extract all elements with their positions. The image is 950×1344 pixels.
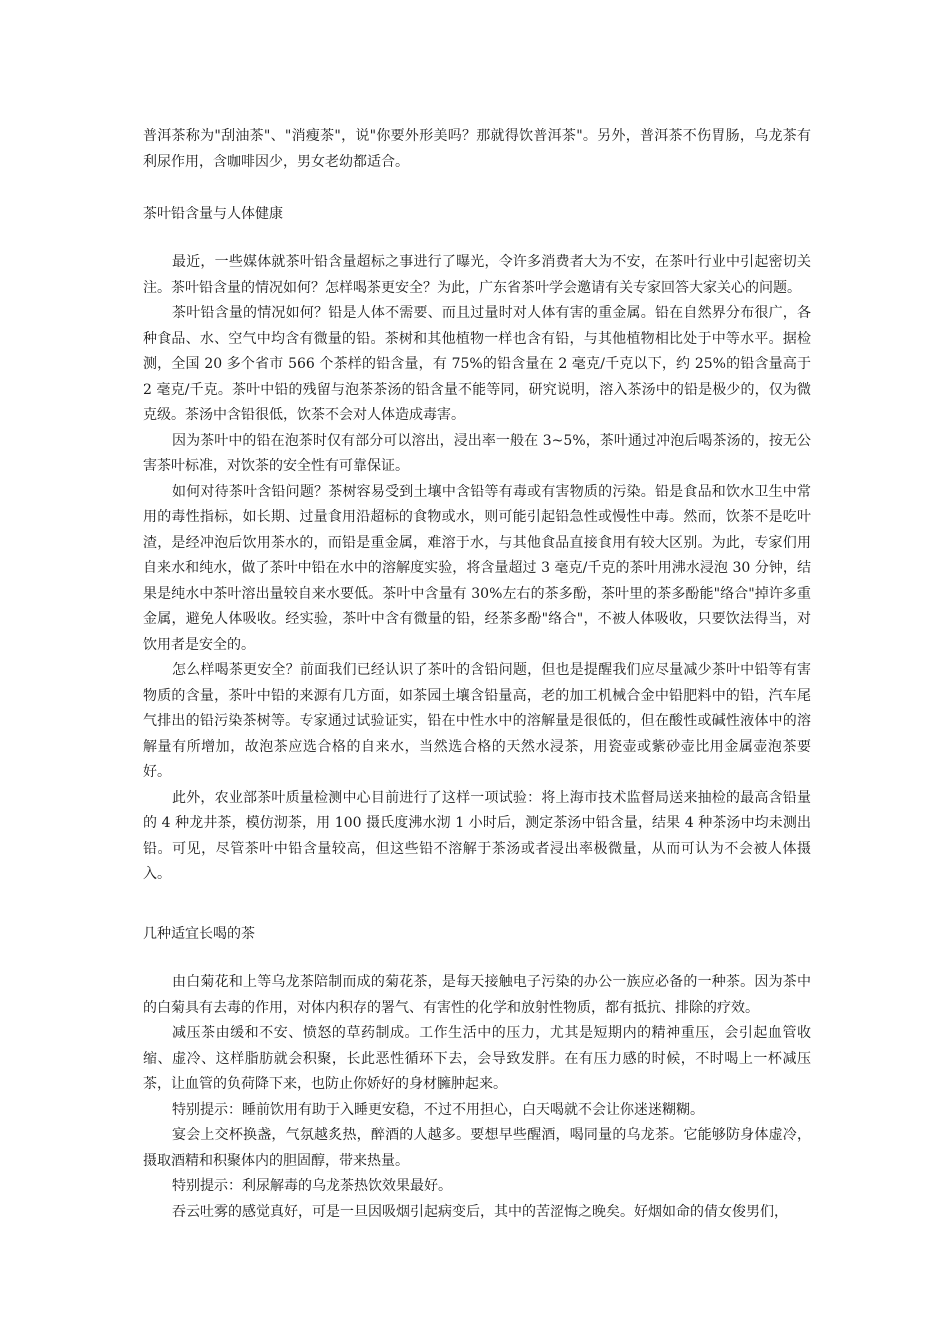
paragraph: 此外，农业部茶叶质量检测中心目前进行了这样一项试验：将上海市技术监督局送来抽检的最高含铅量的 4 种龙井茶，模仿沏茶，用 100 摄氏度沸水沏 1 小时后，测定茶汤中铅含量，结果 4 种茶汤中均未测出铅。可见，尽管茶叶中铅含量较高，但这些铅不溶解于茶汤或者浸出率极微量，从而可认为不会被人体摄入。 [143,789,811,882]
section-heading-suitable-teas: 几种适宜长喝的茶 [143,926,255,942]
section-heading-lead-health: 茶叶铅含量与人体健康 [143,206,283,222]
paragraph: 怎么样喝茶更安全？前面我们已经认识了茶叶的含铅问题，但也是提醒我们应尽量减少茶叶中铅等有害物质的含量，茶叶中铅的来源有几方面，如茶园土壤含铅量高，老的加工机械合金中铅肥料中的铅，汽车尾气排出的铅污染茶树等。专家通过试验证实，铅在中性水中的溶解量是很低的，但在酸性或碱性液体中的溶解量有所增加，故泡茶应选合格的自来水，当然选合格的天然水浸茶，用瓷壶或紫砂壶比用金属壶泡茶要好。 [143,662,811,780]
paragraph: 宴会上交杯换盏，气氛越炙热，醉酒的人越多。要想早些醒酒，喝同量的乌龙茶。它能够防身体虚冷，摄取酒精和积聚体内的胆固醇，带来热量。 [143,1127,811,1169]
paragraph: 特别提示：睡前饮用有助于入睡更安稳，不过不用担心，白天喝就不会让你迷迷糊糊。 [172,1101,704,1118]
section1-body [143,250,811,888]
paragraph: 由白菊花和上等乌龙茶陪制而成的菊花茶，是每天接触电子污染的办公一族应必备的一种茶。因为茶中的白菊具有去毒的作用，对体内积存的署气、有害性的化学和放射性物质，都有抵抗、排除的疗效。 [143,974,811,1016]
paragraph: 茶叶铅含量的情况如何？铅是人体不需要、而且过量时对人体有害的重金属。铅在自然界分布很广，各种食品、水、空气中均含有微量的铅。茶树和其他植物一样也含有铅，与其他植物相比处于中等水平。据检测，全国 20 多个省市 566 个茶样的铅含量，有 75%的铅含量在 2 毫克/千克以下，约 25%的铅含量高于 2 毫克/千克。茶叶中铅的残留与泡茶茶汤的铅含量不能等同，研究说明，溶入茶汤中的铅是极少的，仅为微克级。茶汤中含铅很低，饮茶不会对人体造成毒害。 [143,305,811,423]
intro-paragraph: 普洱茶称为"刮油茶"、"消瘦茶"，说"你要外形美吗？那就得饮普洱茶"。另外，普洱茶不伤胃肠，乌龙茶有利尿作用，含咖啡因少，男女老幼都适合。 [143,128,811,170]
paragraph: 因为茶叶中的铅在泡茶时仅有部分可以溶出，浸出率一般在 3~5%，茶叶通过冲泡后喝茶汤的，按无公害茶叶标准，对饮茶的安全性有可靠保证。 [143,432,811,474]
intro-block [143,124,811,175]
paragraph: 特别提示：利尿解毒的乌龙茶热饮效果最好。 [172,1178,452,1194]
paragraph: 减压茶由缓和不安、愤怒的草药制成。工作生活中的压力，尤其是短期内的精神重压，会引起血管收缩、虚冷、这样脂肪就会积聚，长此恶性循环下去，会导致发胖。在有压力感的时候，不时喝上一杯减压茶，让血管的负荷降下来，也防止你娇好的身材臃肿起来。 [143,1025,811,1092]
section2-body [143,970,811,1225]
paragraph: 最近，一些媒体就茶叶铅含量超标之事进行了曝光，令许多消费者大为不安，在茶叶行业中引起密切关注。茶叶铅含量的情况如何？怎样喝茶更安全？为此，广东省茶叶学会邀请有关专家回答大家关心的问题。 [143,254,811,296]
paragraph: 吞云吐雾的感觉真好，可是一旦因吸烟引起病变后，其中的苦涩悔之晚矣。好烟如命的倩女俊男们， [172,1203,788,1220]
paragraph: 如何对待茶叶含铅问题？茶树容易受到土壤中含铅等有毒或有害物质的污染。铅是食品和饮水卫生中常用的毒性指标，如长期、过量食用沿超标的食物或水，则可能引起铅急性或慢性中毒。然而，饮茶不是吃叶渣，是经冲泡后饮用茶水的，而铅是重金属，难溶于水，与其他食品直接食用有较大区别。为此，专家们用自来水和纯水，做了茶叶中铅在水中的溶解度实验，将含量超过 3 毫克/千克的茶叶用沸水浸泡 30 分钟，结果是纯水中茶叶溶出量较自来水要低。茶叶中含量有 30%左右的茶多酚，茶叶里的茶多酚能"络合"掉许多重金属，避免人体吸收。经实验，茶叶中含有微量的铅，经茶多酚"络合"，不被人体吸收，只要饮法得当，对饮用者是安全的。 [143,483,811,653]
